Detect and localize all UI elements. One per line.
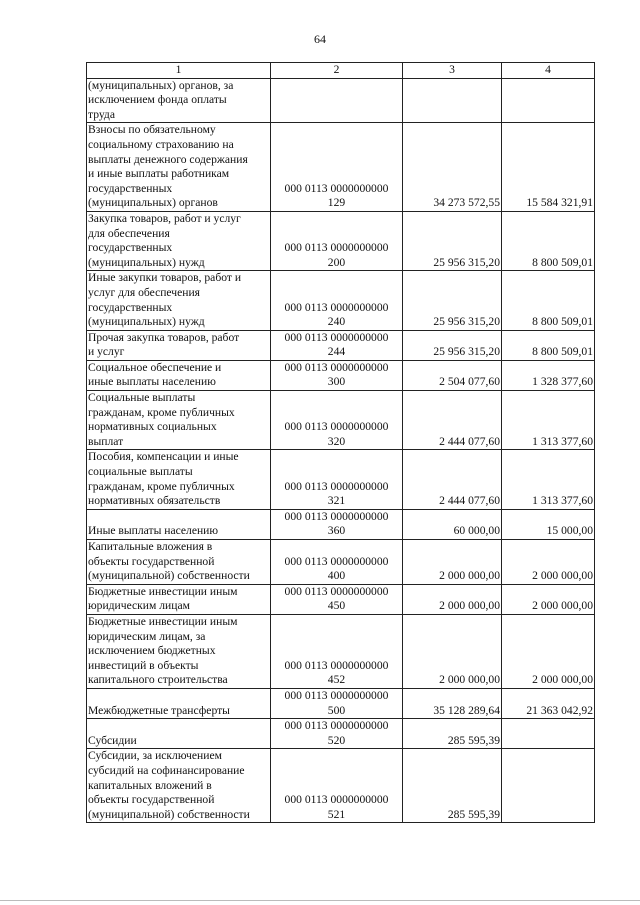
row-code-cell: 000 0113 0000000000 200 (271, 211, 403, 270)
row-value-cell: 285 595,39 (403, 749, 502, 823)
column-header: 4 (502, 63, 595, 79)
row-value-cell: 2 000 000,00 (502, 584, 595, 614)
row-name-cell: Взносы по обязательному социальному страхованию на выплаты денежного содержания и иные выплаты работникам государственных (муниципальных) органов (87, 123, 271, 212)
row-code-cell (271, 78, 403, 123)
table-row (87, 719, 595, 749)
row-name-cell: Прочая закупка товаров, работ и услуг (87, 330, 271, 360)
row-code-cell: 000 0113 0000000000 360 (271, 509, 403, 539)
row-value-cell (403, 78, 502, 123)
row-value-cell: 60 000,00 (403, 509, 502, 539)
row-value-cell: 2 000 000,00 (502, 614, 595, 688)
row-value-cell: 285 595,39 (403, 719, 502, 749)
row-value-cell (502, 719, 595, 749)
table-row (87, 330, 595, 360)
table-row (87, 614, 595, 688)
budget-table (86, 62, 595, 823)
row-value-cell: 2 000 000,00 (403, 614, 502, 688)
table-row (87, 509, 595, 539)
row-value-cell: 1 328 377,60 (502, 360, 595, 390)
row-value-cell: 8 800 509,01 (502, 330, 595, 360)
row-code-cell: 000 0113 0000000000 521 (271, 749, 403, 823)
row-code-cell: 000 0113 0000000000 321 (271, 450, 403, 509)
row-name-cell: Бюджетные инвестиции иным юридическим лицам (87, 584, 271, 614)
row-value-cell: 8 800 509,01 (502, 211, 595, 270)
row-value-cell: 25 956 315,20 (403, 330, 502, 360)
row-value-cell: 25 956 315,20 (403, 271, 502, 330)
row-value-cell: 35 128 289,64 (403, 688, 502, 718)
row-code-cell: 000 0113 0000000000 320 (271, 391, 403, 450)
table-row (87, 688, 595, 718)
column-header: 3 (403, 63, 502, 79)
table-row (87, 78, 595, 123)
row-code-cell: 000 0113 0000000000 244 (271, 330, 403, 360)
row-value-cell: 15 584 321,91 (502, 123, 595, 212)
row-code-cell: 000 0113 0000000000 300 (271, 360, 403, 390)
row-code-cell: 000 0113 0000000000 129 (271, 123, 403, 212)
table-row (87, 540, 595, 585)
row-value-cell: 21 363 042,92 (502, 688, 595, 718)
row-name-cell: Иные закупки товаров, работ и услуг для обеспечения государственных (муниципальных) нужд (87, 271, 271, 330)
table-row (87, 450, 595, 509)
row-code-cell: 000 0113 0000000000 452 (271, 614, 403, 688)
column-header: 1 (87, 63, 271, 79)
row-name-cell: Субсидии (87, 719, 271, 749)
table-row (87, 271, 595, 330)
row-value-cell (502, 78, 595, 123)
row-value-cell: 2 000 000,00 (403, 584, 502, 614)
row-value-cell: 8 800 509,01 (502, 271, 595, 330)
row-value-cell: 2 000 000,00 (502, 540, 595, 585)
row-value-cell: 2 000 000,00 (403, 540, 502, 585)
row-value-cell: 34 273 572,55 (403, 123, 502, 212)
row-value-cell: 25 956 315,20 (403, 211, 502, 270)
table-row (87, 123, 595, 212)
row-value-cell (502, 749, 595, 823)
row-name-cell: Пособия, компенсации и иные социальные выплаты гражданам, кроме публичных нормативных обязательств (87, 450, 271, 509)
row-code-cell: 000 0113 0000000000 240 (271, 271, 403, 330)
table-row (87, 360, 595, 390)
row-value-cell: 1 313 377,60 (502, 450, 595, 509)
row-code-cell: 000 0113 0000000000 500 (271, 688, 403, 718)
table-row (87, 391, 595, 450)
table-row (87, 584, 595, 614)
row-value-cell: 2 444 077,60 (403, 450, 502, 509)
row-name-cell: Закупка товаров, работ и услуг для обеспечения государственных (муниципальных) нужд (87, 211, 271, 270)
page-number: 64 (314, 32, 326, 46)
column-header: 2 (271, 63, 403, 79)
row-code-cell: 000 0113 0000000000 520 (271, 719, 403, 749)
row-code-cell: 000 0113 0000000000 450 (271, 584, 403, 614)
table-row (87, 749, 595, 823)
row-name-cell: Капитальные вложения в объекты государственной (муниципальной) собственности (87, 540, 271, 585)
row-name-cell: Социальное обеспечение и иные выплаты населению (87, 360, 271, 390)
row-name-cell: Социальные выплаты гражданам, кроме публичных нормативных социальных выплат (87, 391, 271, 450)
table-row (87, 211, 595, 270)
row-code-cell: 000 0113 0000000000 400 (271, 540, 403, 585)
row-value-cell: 2 444 077,60 (403, 391, 502, 450)
page-bottom-edge (0, 900, 640, 901)
table-header-row (87, 63, 595, 79)
row-value-cell: 15 000,00 (502, 509, 595, 539)
row-value-cell: 2 504 077,60 (403, 360, 502, 390)
row-value-cell: 1 313 377,60 (502, 391, 595, 450)
row-name-cell: Межбюджетные трансферты (87, 688, 271, 718)
row-name-cell: Субсидии, за исключением субсидий на софинансирование капитальных вложений в объекты государственной (муниципальной) собственности (87, 749, 271, 823)
row-name-cell: Иные выплаты населению (87, 509, 271, 539)
row-name-cell: Бюджетные инвестиции иным юридическим лицам, за исключением бюджетных инвестиций в объекты капитального строительства (87, 614, 271, 688)
row-name-cell: (муниципальных) органов, за исключением фонда оплаты труда (87, 78, 271, 123)
